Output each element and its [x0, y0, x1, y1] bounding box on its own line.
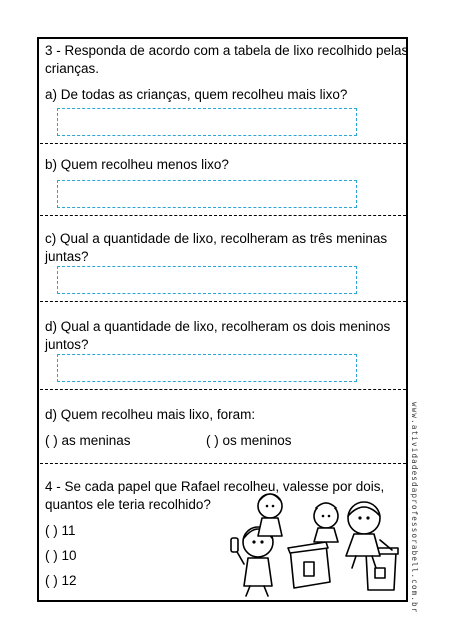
q4-line2: quantos ele teria recolhido? [45, 497, 211, 512]
question-d2: d) Quem recolheu mais lixo, foram: [45, 407, 256, 422]
q4-option-12[interactable]: ( ) 12 [45, 573, 77, 588]
question-d-line2: juntos? [45, 337, 89, 352]
answer-box-c[interactable] [57, 266, 357, 294]
answer-box-a[interactable] [57, 108, 357, 136]
question-c-line1: c) Qual a quantidade de lixo, recolheram as três meninas [45, 231, 388, 246]
answer-box-b[interactable] [57, 180, 357, 208]
question-b: b) Quem recolheu menos lixo? [45, 157, 229, 172]
q3-intro-line2: crianças. [45, 61, 100, 76]
children-recycling-illustration [228, 490, 406, 598]
q4-option-11[interactable]: ( ) 11 [45, 523, 76, 538]
divider [40, 215, 406, 216]
divider [40, 463, 406, 464]
divider [40, 143, 406, 144]
divider [40, 301, 406, 302]
option-boys[interactable]: ( ) os meninos [206, 433, 292, 448]
question-a: a) De todas as crianças, quem recolheu mais lixo? [45, 87, 348, 102]
answer-box-d[interactable] [57, 354, 357, 382]
option-girls[interactable]: ( ) as meninas [45, 433, 131, 448]
q3-intro-line1: 3 - Responda de acordo com a tabela de lixo recolhido pelas [45, 43, 409, 58]
watermark-text: www.atividadesdaprofessorabell.com.br [410, 402, 419, 614]
q4-line1: 4 - Se cada papel que Rafael recolheu, valesse por dois, [45, 479, 385, 494]
divider [40, 389, 406, 390]
question-c-line2: juntas? [45, 249, 89, 264]
q4-option-10[interactable]: ( ) 10 [45, 548, 77, 563]
question-d-line1: d) Qual a quantidade de lixo, recolheram os dois meninos [45, 319, 391, 334]
